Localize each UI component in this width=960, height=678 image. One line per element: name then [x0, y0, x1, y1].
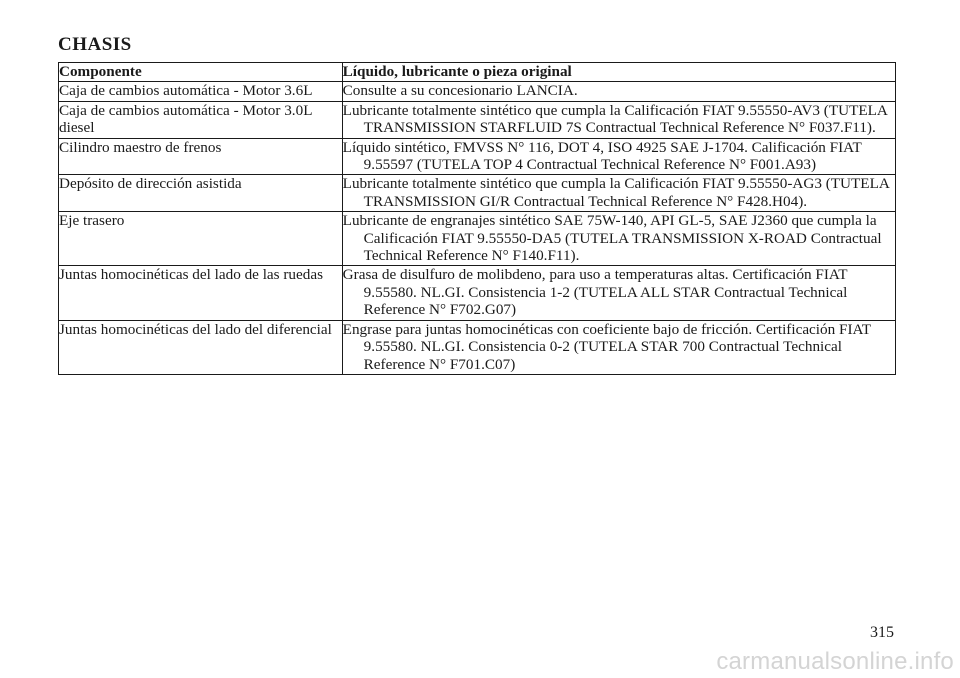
description-cell [342, 175, 895, 212]
component-cell: Caja de cambios automática - Motor 3.0L diesel [59, 101, 343, 138]
description-cell [342, 138, 895, 175]
component-cell: Juntas homocinéticas del lado del diferencial [59, 320, 343, 374]
watermark: carmanualsonline.info [716, 648, 954, 675]
component-cell: Juntas homocinéticas del lado de las ruedas [59, 266, 343, 320]
component-cell: Depósito de dirección asistida [59, 175, 343, 212]
table-header-row [59, 63, 896, 82]
table-row [59, 82, 896, 101]
description-cell [342, 266, 895, 320]
component-cell: Cilindro maestro de frenos [59, 138, 343, 175]
table-row [59, 320, 896, 374]
description-text: Líquido sintético, FMVSS N° 116, DOT 4, ISO 4925 SAE J-1704. Calificación FIAT 9.55597 (TUTELA TOP 4 Contractual Technical Reference N° F001.A93) [342, 138, 862, 174]
table-row [59, 212, 896, 266]
description-cell [342, 101, 895, 138]
description-cell [342, 320, 895, 374]
description-text: Grasa de disulfuro de molibdeno, para uso a temperaturas altas. Certificación FIAT 9.55580. NL.GI. Consistencia 1-2 (TUTELA ALL STAR Contractual Technical Reference N° F702.G07) [342, 266, 848, 319]
description-cell [342, 82, 895, 101]
description-text: Lubricante de engranajes sintético SAE 75W-140, API GL-5, SAE J2360 que cumpla la Calificación FIAT 9.55550-DA5 (TUTELA TRANSMISSION X-ROAD Contractual Technical Reference N° F140.F11). [342, 212, 882, 265]
table-row [59, 138, 896, 175]
page-number: 315 [870, 624, 894, 641]
description-text: Engrase para juntas homocinéticas con coeficiente bajo de fricción. Certificación FIAT 9.55580. NL.GI. Consistencia 0-2 (TUTELA STAR 700 Contractual Technical Reference N° F701.C07) [342, 320, 871, 373]
section-title: CHASIS [58, 34, 132, 55]
header-description: Líquido, lubricante o pieza original [342, 63, 895, 82]
table-row [59, 101, 896, 138]
description-cell [342, 212, 895, 266]
fluids-table [58, 62, 896, 375]
header-component: Componente [59, 63, 343, 82]
description-text: Lubricante totalmente sintético que cumpla la Calificación FIAT 9.55550-AV3 (TUTELA TRANSMISSION STARFLUID 7S Contractual Technical Reference N° F037.F11). [342, 101, 888, 137]
component-cell: Caja de cambios automática - Motor 3.6L [59, 82, 343, 101]
table-row [59, 175, 896, 212]
description-text: Lubricante totalmente sintético que cumpla la Calificación FIAT 9.55550-AG3 (TUTELA TRANSMISSION GI/R Contractual Technical Reference N° F428.H04). [342, 175, 889, 210]
table-row [59, 266, 896, 320]
component-cell: Eje trasero [59, 212, 343, 266]
description-text: Consulte a su concesionario LANCIA. [342, 82, 578, 100]
